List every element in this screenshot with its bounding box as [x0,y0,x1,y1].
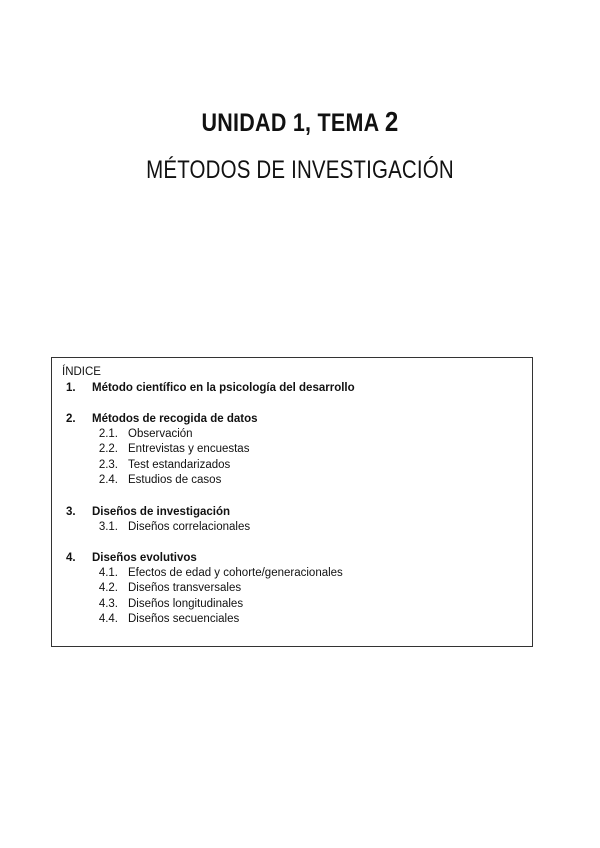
subitem-number: 4.4. [98,613,118,626]
unit-title [42,106,558,139]
unit-prefix: UNIDAD 1, TEMA [201,109,379,137]
subitem-text: Diseños longitudinales [128,597,244,610]
subitem-number: 3.1. [98,520,118,533]
toc-section-1 [62,380,532,396]
section-title: Método científico en la psicología del desarrollo [92,382,355,394]
toc-section-3 [62,504,532,535]
subitem-text: Diseños correlacionales [128,520,251,533]
toc-subitem[interactable] [62,473,532,488]
toc-subitem[interactable] [62,566,532,581]
toc-subitem[interactable] [62,581,532,596]
unit-number: 2 [384,106,399,137]
toc-section-4 [62,550,532,628]
subitem-number: 4.1. [98,567,118,580]
toc-section-heading[interactable] [62,504,532,520]
toc-subitem[interactable] [62,520,532,535]
toc-section-heading[interactable] [62,550,532,566]
table-of-contents [51,357,533,647]
toc-label: ÍNDICE [62,366,101,378]
subitem-number: 2.4. [98,474,118,487]
toc-section-2 [62,411,532,489]
subitem-text: Efectos de edad y cohorte/generacionales [128,567,343,580]
subitem-text: Test estandarizados [128,458,231,471]
subitem-text: Observación [128,428,193,440]
subitem-text: Entrevistas y encuestas [128,443,250,456]
toc-subitem[interactable] [62,612,532,627]
toc-section-heading[interactable] [62,380,532,396]
toc-subitem[interactable] [62,458,532,473]
section-number: 2. [66,413,76,425]
section-title: Métodos de recogida de datos [92,413,258,425]
section-title: Diseños de investigación [92,505,231,518]
title-block [0,106,600,185]
section-number: 3. [66,505,76,518]
section-number: 1. [66,382,76,394]
section-number: 4. [66,552,76,565]
subitem-number: 4.2. [98,582,118,595]
subitem-number: 2.3. [98,458,118,471]
toc-subitem[interactable] [62,442,532,457]
toc-section-heading[interactable] [62,411,532,427]
subitem-number: 2.2. [98,443,118,456]
subitem-number: 2.1. [98,428,118,440]
section-title: Diseños evolutivos [92,552,197,565]
subitem-text: Diseños secuenciales [128,613,240,626]
subitem-text: Diseños transversales [128,582,242,595]
subitem-number: 4.3. [98,597,118,610]
toc-subitem[interactable] [62,597,532,612]
topic-title: MÉTODOS DE INVESTIGACIÓN [146,156,454,184]
subitem-text: Estudios de casos [128,474,222,487]
toc-subitem[interactable] [62,427,532,442]
